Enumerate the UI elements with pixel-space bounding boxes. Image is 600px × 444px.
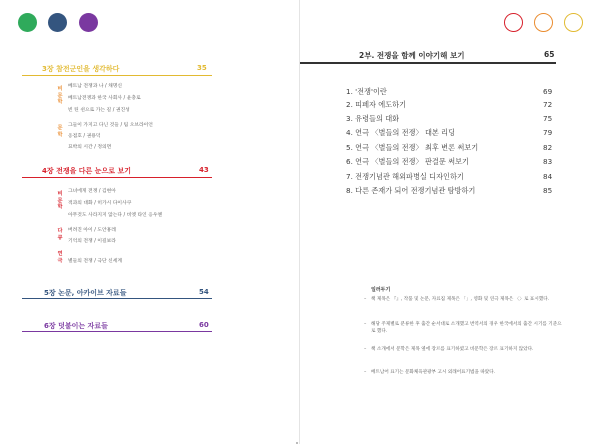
list-item[interactable]: 베트남전쟁과 한국 사회사 / 윤충로 [68,96,141,101]
chapter-5-title[interactable]: 5장 논문, 아카이브 자료들 [44,289,127,297]
toc-entry[interactable]: 7. 전쟁기념관 해외파병실 디자인하기 [346,172,464,181]
list-item[interactable]: 그녀에게 전쟁 / 김현아 [68,189,116,194]
toc-page-number: 82 [543,143,553,152]
toc-entry[interactable]: 2. 띠페자 에도하기 [346,100,407,109]
bullet-dash-icon: – [364,347,367,352]
category-label-literature: 문 학 [57,125,63,138]
yellow-ring-icon [564,13,583,32]
bullet-dash-icon: – [364,297,367,302]
category-label-documentary: 다 큐 [57,228,63,241]
purple-circle-icon [79,13,98,32]
note-item [364,346,564,353]
bullet-dash-icon: – [364,322,367,327]
note-item [364,296,564,303]
list-item[interactable]: 그들이 가지고 다닌 것들 / 팀 오브라이언 [68,123,153,128]
book-spine [299,0,300,444]
list-item[interactable]: 묘박의 시간 / 정의면 [68,145,112,150]
chapter-6-page: 60 [199,321,209,329]
blue-circle-icon [48,13,67,32]
list-item[interactable]: 옹점호 / 권용덕 [68,134,101,139]
list-item[interactable]: 별들의 전쟁 / 극단 신세계 [68,259,123,264]
toc-entry[interactable]: 6. 연극 〈별들의 전쟁〉 판결문 써보기 [346,157,469,166]
part-2-page: 65 [544,50,555,59]
chapter-6-title[interactable]: 6장 덧붙이는 자료들 [44,322,108,330]
category-label-theater: 연 극 [57,251,63,264]
note-text: 해당 주제별로 분류한 후 출간 순서대로 소개했고 번역서의 경우 한국에서의 출간 시기를 기준으로 했다. [371,322,562,335]
notes-title: 일러두기 [371,287,391,293]
list-item[interactable]: 빈 틴 쉰으로 가는 길 / 권진성 [68,108,130,113]
toc-entry[interactable]: 4. 연극 〈별들의 전쟁〉 대본 리딩 [346,128,456,137]
red-ring-icon [504,13,523,32]
toc-page-number: 83 [543,157,553,166]
chapter-3-title[interactable]: 3장 참전군인을 생각하다 [42,65,120,73]
orange-ring-icon [534,13,553,32]
note-text: 책 제목은 『』, 작품 및 논문, 자료집 제목은 「」, 영화 및 연극 제목은 〈〉로 표시했다. [371,297,550,302]
toc-entry[interactable]: 1. '전쟁'이란 [346,87,387,96]
bullet-dash-icon: – [364,370,367,375]
list-item[interactable]: 버려진 아이 / 도안홍레 [68,228,116,233]
part-2-title[interactable]: 2부. 전쟁을 함께 이야기해 보기 [359,51,465,60]
toc-page-number: 69 [543,87,553,96]
chapter-4-page: 43 [199,166,209,174]
category-label-nonfiction: 비 문 학 [57,86,63,106]
toc-page-number: 75 [543,114,553,123]
category-label-nonfiction: 비 문 학 [57,191,63,211]
note-item [364,321,564,335]
list-item[interactable]: 아무것도 사라지지 않는다 / 비엣 타인 응우옌 [68,213,163,218]
list-item[interactable]: 베트남 전쟁과 나 / 채명신 [68,84,123,89]
note-text: 베트남어 표기는 문화체육관광부 고시 외래어표기법을 따랐다. [371,370,496,375]
note-item [364,369,564,376]
chapter-5-page: 54 [199,288,209,296]
green-circle-icon [18,13,37,32]
note-text: 책 소개에서 문학은 제목 옆에 장르를 표기하였고 비문학은 장르 표기하지 않았다. [371,347,534,352]
toc-entry[interactable]: 8. 다른 존재가 되어 전쟁기념관 탐방하기 [346,186,476,195]
toc-page-number: 84 [543,172,553,181]
list-item[interactable]: 기억의 전쟁 / 이길보라 [68,239,116,244]
toc-page-number: 79 [543,128,553,137]
toc-entry[interactable]: 3. 유령들의 대화 [346,114,400,123]
chapter-4-title[interactable]: 4장 전쟁을 다른 눈으로 보기 [42,167,132,175]
toc-page-number: 85 [543,186,553,195]
toc-page-number: 72 [543,100,553,109]
list-item[interactable]: 적과의 대화 / 히가시 다이사쿠 [68,201,132,206]
toc-entry[interactable]: 5. 연극 〈별들의 전쟁〉 최후 변론 써보기 [346,143,479,152]
chapter-3-page: 35 [197,64,207,72]
